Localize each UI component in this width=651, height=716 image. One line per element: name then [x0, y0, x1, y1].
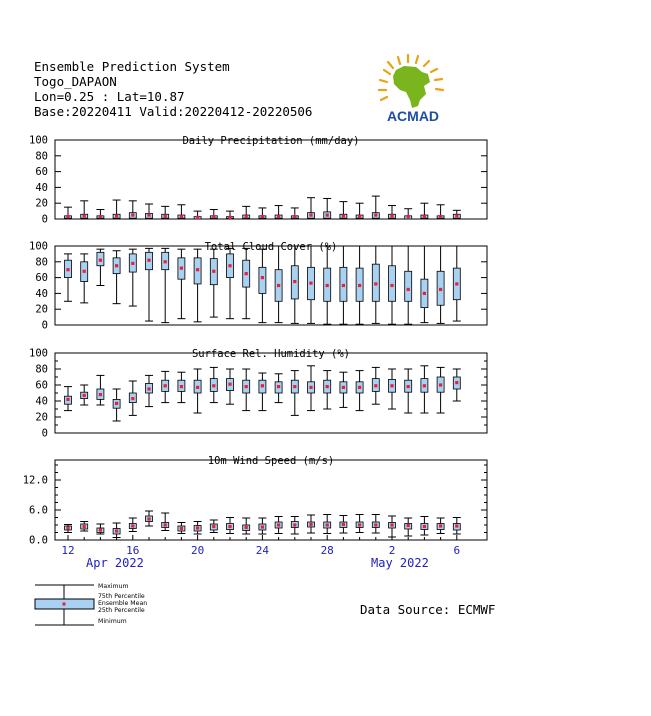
box-day-25	[453, 246, 461, 321]
box-day-11	[226, 211, 234, 219]
y-tick-label: 12.0	[22, 474, 48, 487]
coordinates: Lon=0.25 : Lat=10.87	[34, 89, 185, 104]
box-day-17	[323, 246, 331, 324]
box-day-6	[145, 204, 153, 219]
box-day-8	[177, 372, 185, 402]
box-day-22	[404, 209, 412, 219]
boxplot-legend	[32, 581, 212, 629]
mean-marker	[180, 267, 183, 270]
x-tick-label: 2	[388, 544, 396, 557]
box-day-22	[404, 246, 412, 324]
box-day-5	[129, 518, 137, 532]
mean-marker	[245, 385, 248, 388]
legend-mean-marker	[63, 603, 66, 606]
box-day-22	[404, 518, 412, 536]
mean-marker	[180, 527, 183, 530]
y-tick-label: 80	[35, 256, 48, 269]
legend-maximum: Maximum	[98, 583, 129, 590]
box-day-1	[64, 207, 72, 219]
box-day-25	[453, 518, 461, 535]
box-day-17	[323, 515, 331, 534]
box-day-14	[275, 206, 283, 219]
box-day-20	[372, 367, 380, 404]
mean-marker	[66, 398, 69, 401]
mean-marker	[374, 282, 377, 285]
box-day-17	[323, 371, 331, 409]
mean-marker	[407, 385, 410, 388]
mean-marker	[390, 284, 393, 287]
mean-marker	[374, 213, 377, 216]
mean-marker	[147, 259, 150, 262]
mean-marker	[99, 393, 102, 396]
chart-panel-2	[29, 241, 487, 332]
mean-marker	[455, 524, 458, 527]
box-day-22	[404, 369, 412, 413]
box-day-13	[258, 373, 266, 411]
mean-marker	[261, 384, 264, 387]
mean-marker	[115, 214, 118, 217]
box-day-16	[307, 198, 315, 219]
mean-marker	[358, 215, 361, 218]
mean-marker	[180, 385, 183, 388]
mean-marker	[228, 216, 231, 219]
y-tick-label: 100	[29, 240, 48, 253]
box-day-7	[161, 371, 169, 402]
mean-marker	[66, 268, 69, 271]
box-day-2	[80, 522, 88, 532]
mean-marker	[423, 384, 426, 387]
mean-marker	[83, 525, 86, 528]
box-day-10	[210, 249, 218, 317]
box-day-6	[145, 375, 153, 406]
box-day-3	[96, 375, 104, 405]
mean-marker	[342, 523, 345, 526]
x-tick-label: 12	[61, 544, 75, 557]
mean-marker	[66, 215, 69, 218]
mean-marker	[99, 528, 102, 531]
box-day-23	[420, 517, 428, 536]
y-tick-label: 0.0	[29, 534, 48, 547]
box-day-12	[242, 369, 250, 411]
mean-marker	[99, 259, 102, 262]
mean-marker	[293, 523, 296, 526]
mean-marker	[407, 215, 410, 218]
iqr-box	[259, 267, 266, 293]
y-tick-label: 0	[41, 319, 48, 332]
mean-marker	[309, 523, 312, 526]
mean-marker	[164, 384, 167, 387]
mean-marker	[374, 384, 377, 387]
mean-marker	[147, 213, 150, 216]
box-day-11	[226, 369, 234, 404]
mean-marker	[83, 214, 86, 217]
mean-marker	[131, 524, 134, 527]
panel-title: 10m Wind Speed (m/s)	[207, 455, 335, 467]
box-day-10	[210, 210, 218, 219]
box-day-13	[258, 208, 266, 219]
mean-marker	[164, 523, 167, 526]
legend-75th: 75th Percentile	[98, 593, 145, 600]
y-tick-label: 100	[29, 134, 48, 147]
box-day-13	[258, 518, 266, 534]
mean-marker	[423, 292, 426, 295]
box-day-11	[226, 518, 234, 534]
mean-marker	[212, 215, 215, 218]
y-tick-label: 6.0	[29, 504, 48, 517]
box-day-21	[388, 206, 396, 219]
mean-marker	[407, 524, 410, 527]
mean-marker	[326, 213, 329, 216]
y-tick-label: 40	[35, 181, 48, 194]
x-tick-label: 24	[255, 544, 270, 557]
box-day-10	[210, 520, 218, 533]
logo-text: ACMAD	[386, 108, 440, 124]
box-day-5	[129, 201, 137, 219]
box-day-12	[242, 206, 250, 219]
mean-marker	[326, 385, 329, 388]
mean-marker	[212, 384, 215, 387]
box-day-4	[113, 523, 121, 538]
mean-marker	[326, 523, 329, 526]
chart-panel-1	[29, 135, 487, 226]
box-day-15	[291, 246, 299, 323]
box-day-3	[96, 524, 104, 534]
mean-marker	[196, 268, 199, 271]
system-title: Ensemble Prediction System	[34, 59, 230, 74]
mean-marker	[455, 214, 458, 217]
y-tick-label: 100	[29, 347, 48, 360]
box-day-23	[420, 203, 428, 219]
box-day-19	[356, 246, 364, 324]
mean-marker	[115, 402, 118, 405]
box-day-4	[113, 200, 121, 219]
box-day-18	[339, 372, 347, 407]
mean-marker	[374, 523, 377, 526]
mean-marker	[245, 526, 248, 529]
box-day-7	[161, 206, 169, 219]
iqr-box	[405, 271, 412, 301]
box-day-4	[113, 389, 121, 421]
mean-marker	[83, 270, 86, 273]
mean-marker	[228, 264, 231, 267]
box-day-8	[177, 205, 185, 219]
mean-marker	[115, 264, 118, 267]
box-day-1	[64, 387, 72, 411]
box-day-19	[356, 203, 364, 219]
box-day-24	[437, 246, 445, 323]
box-day-6	[145, 248, 153, 321]
box-day-19	[356, 515, 364, 533]
box-day-8	[177, 523, 185, 534]
y-tick-label: 40	[35, 395, 48, 408]
y-tick-label: 0	[41, 213, 48, 226]
x-tick-label: 20	[190, 544, 205, 557]
y-tick-label: 60	[35, 272, 48, 285]
mean-marker	[358, 523, 361, 526]
mean-marker	[196, 386, 199, 389]
box-day-20	[372, 246, 380, 323]
station-name: Togo_DAPAON	[34, 74, 117, 89]
x-tick-label: 28	[320, 544, 334, 557]
box-day-9	[194, 249, 202, 322]
box-day-24	[437, 205, 445, 219]
box-day-16	[307, 246, 315, 323]
mean-marker	[423, 215, 426, 218]
mean-marker	[261, 215, 264, 218]
mean-marker	[293, 280, 296, 283]
mean-marker	[293, 385, 296, 388]
box-day-15	[291, 208, 299, 219]
mean-marker	[245, 272, 248, 275]
mean-marker	[180, 215, 183, 218]
mean-marker	[439, 383, 442, 386]
box-day-1	[64, 525, 72, 533]
box-day-8	[177, 249, 185, 319]
mean-marker	[131, 262, 134, 265]
mean-marker	[277, 215, 280, 218]
base-valid-dates: Base:20220411 Valid:20220412-20220506	[34, 104, 313, 119]
mean-marker	[277, 284, 280, 287]
box-day-6	[145, 511, 153, 526]
box-day-21	[388, 369, 396, 409]
panel-title: Surface Rel. Humidity (%)	[191, 348, 351, 360]
box-day-3	[96, 249, 104, 285]
box-day-3	[96, 210, 104, 219]
mean-marker	[212, 270, 215, 273]
y-tick-label: 60	[35, 379, 48, 392]
mean-marker	[309, 282, 312, 285]
box-day-16	[307, 515, 315, 533]
x-tick-label: 16	[126, 544, 140, 557]
y-tick-label: 80	[35, 150, 48, 163]
mean-marker	[196, 216, 199, 219]
box-day-14	[275, 374, 283, 403]
y-tick-label: 80	[35, 363, 48, 376]
box-day-2	[80, 385, 88, 405]
legend-minimum: Minimum	[98, 618, 127, 625]
mean-marker	[83, 394, 86, 397]
box-day-2	[80, 201, 88, 219]
box-day-5	[129, 249, 137, 306]
mean-marker	[439, 215, 442, 218]
mean-marker	[439, 524, 442, 527]
mean-marker	[261, 276, 264, 279]
box-day-24	[437, 518, 445, 534]
box-day-21	[388, 516, 396, 537]
mean-marker	[115, 529, 118, 532]
box-day-9	[194, 369, 202, 413]
mean-marker	[390, 384, 393, 387]
box-day-18	[339, 516, 347, 534]
box-day-25	[453, 369, 461, 401]
mean-marker	[455, 282, 458, 285]
mean-marker	[196, 526, 199, 529]
mean-marker	[277, 523, 280, 526]
mean-marker	[66, 526, 69, 529]
box-day-20	[372, 515, 380, 534]
box-day-12	[242, 248, 250, 318]
box-day-13	[258, 249, 266, 322]
box-day-15	[291, 371, 299, 416]
panel-title: Daily Precipitation (mm/day)	[182, 135, 360, 147]
mean-marker	[342, 284, 345, 287]
mean-marker	[164, 260, 167, 263]
box-day-14	[275, 517, 283, 534]
box-day-12	[242, 518, 250, 534]
box-day-7	[161, 513, 169, 531]
mean-marker	[342, 214, 345, 217]
mean-marker	[277, 385, 280, 388]
mean-marker	[131, 213, 134, 216]
box-day-18	[339, 202, 347, 219]
mean-marker	[326, 284, 329, 287]
mean-marker	[439, 288, 442, 291]
box-day-7	[161, 248, 169, 322]
box-day-19	[356, 371, 364, 411]
panel-title: Total Cloud Cover (%)	[204, 241, 338, 253]
box-day-14	[275, 246, 283, 323]
box-day-20	[372, 196, 380, 219]
box-day-9	[194, 211, 202, 219]
x-tick-label: 6	[453, 544, 461, 557]
box-day-24	[437, 367, 445, 413]
mean-marker	[261, 525, 264, 528]
mean-marker	[309, 386, 312, 389]
mean-marker	[164, 215, 167, 218]
box-day-18	[339, 246, 347, 324]
y-tick-label: 20	[35, 411, 48, 424]
legend-25th: 25th Percentile	[98, 607, 145, 614]
box-day-25	[453, 210, 461, 219]
mean-marker	[245, 215, 248, 218]
mean-marker	[407, 288, 410, 291]
month-label-may: May 2022	[371, 556, 429, 570]
mean-marker	[358, 386, 361, 389]
legend-mean: Ensemble Mean	[98, 600, 148, 607]
chart-panel-3	[29, 348, 487, 440]
y-tick-label: 60	[35, 166, 48, 179]
mean-marker	[342, 386, 345, 389]
y-tick-label: 0	[41, 427, 48, 440]
mean-marker	[147, 387, 150, 390]
mean-marker	[309, 213, 312, 216]
y-tick-label: 20	[35, 197, 48, 210]
mean-marker	[390, 523, 393, 526]
box-day-17	[323, 198, 331, 219]
box-day-5	[129, 381, 137, 415]
mean-marker	[293, 215, 296, 218]
box-day-9	[194, 522, 202, 535]
box-day-4	[113, 251, 121, 304]
mean-marker	[455, 381, 458, 384]
box-day-23	[420, 366, 428, 413]
box-day-10	[210, 367, 218, 402]
mean-marker	[228, 525, 231, 528]
box-day-1	[64, 254, 72, 301]
box-day-16	[307, 366, 315, 411]
mean-marker	[390, 214, 393, 217]
month-label-apr: Apr 2022	[86, 556, 144, 570]
box-day-11	[226, 248, 234, 318]
mean-marker	[423, 525, 426, 528]
mean-marker	[358, 284, 361, 287]
box-day-23	[420, 246, 428, 323]
y-tick-label: 20	[35, 303, 48, 316]
mean-marker	[99, 215, 102, 218]
box-day-15	[291, 517, 299, 535]
mean-marker	[212, 525, 215, 528]
mean-marker	[147, 517, 150, 520]
chart-panel-4	[23, 455, 487, 547]
box-day-2	[80, 254, 88, 303]
y-tick-label: 40	[35, 287, 48, 300]
box-day-21	[388, 246, 396, 324]
mean-marker	[228, 383, 231, 386]
plot-frame	[55, 140, 487, 219]
data-source: Data Source: ECMWF	[360, 602, 496, 617]
iqr-box	[389, 266, 396, 302]
mean-marker	[131, 397, 134, 400]
